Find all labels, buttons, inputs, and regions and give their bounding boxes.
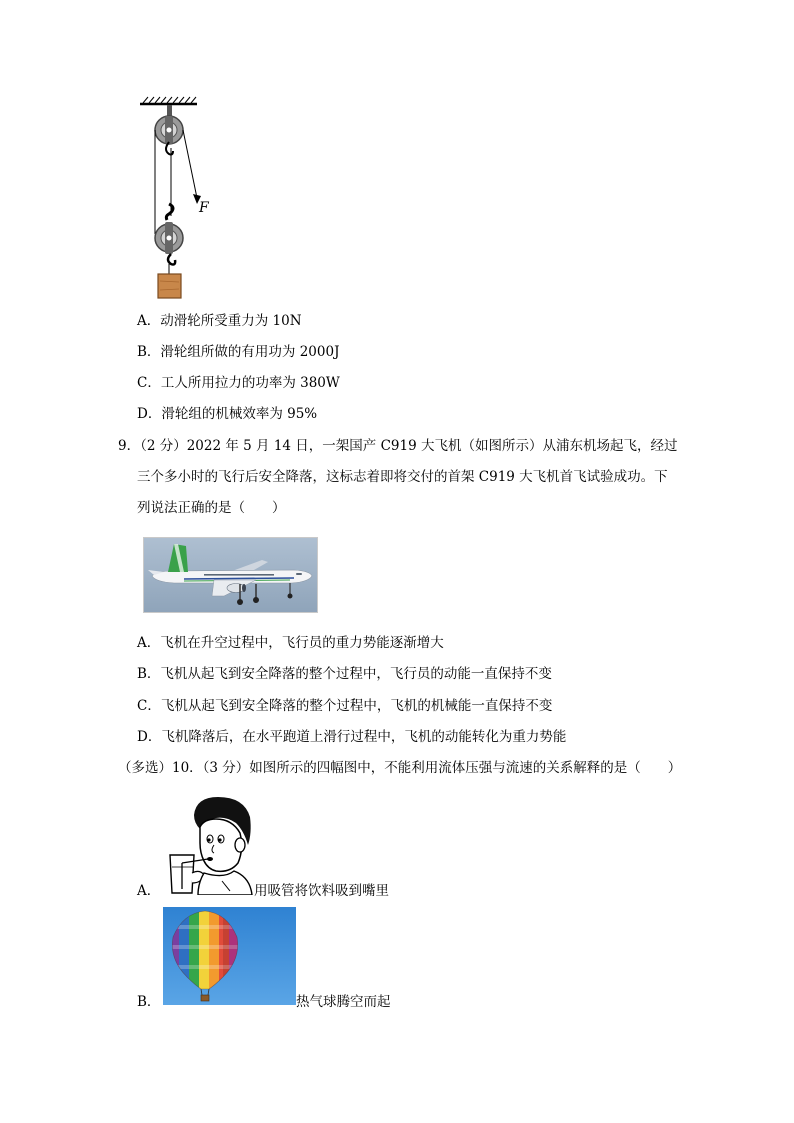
balloon-image xyxy=(163,907,296,1005)
q10-option-a-letter: A． xyxy=(137,883,161,899)
q9-stem-line2: 三个多小时的飞行后安全降落，这标志着即将交付的首架 C919 大飞机首飞试验成功。下 xyxy=(137,469,668,485)
q9-stem-line1: 9．（2 分）2022 年 5 月 14 日，一架国产 C919 大飞机（如图所示）从浦东机场起飞，经过 xyxy=(118,438,678,454)
q10-option-b-letter: B． xyxy=(137,994,161,1010)
q10-option-a-text: 用吸管将饮料吸到嘴里 xyxy=(254,883,389,899)
c919-airplane-photo xyxy=(143,537,318,613)
pulley-diagram xyxy=(135,96,225,302)
q8-option-a: A．动滑轮所受重力为 10N xyxy=(137,313,302,329)
force-label: F xyxy=(199,200,209,216)
airplane-image xyxy=(144,538,317,612)
hot-air-balloon-photo xyxy=(163,907,296,1005)
pulley-system-svg xyxy=(135,96,225,302)
q9-option-d: D．飞机降落后，在水平跑道上滑行过程中，飞机的动能转化为重力势能 xyxy=(137,729,567,745)
q9-option-b: B．飞机从起飞到安全降落的整个过程中，飞行员的动能一直保持不变 xyxy=(137,666,552,682)
q10-stem: （多选）10．（3 分）如图所示的四幅图中，不能利用流体压强与流速的关系解释的是（ ） xyxy=(118,760,682,776)
q8-option-c: C．工人所用拉力的功率为 380W xyxy=(137,375,340,391)
q9-option-c: C．飞机从起飞到安全降落的整个过程中，飞机的机械能一直保持不变 xyxy=(137,698,553,714)
q8-option-b: B．滑轮组所做的有用功为 2000J xyxy=(137,344,340,360)
q10-option-b-text: 热气球腾空而起 xyxy=(296,994,391,1010)
boy-drinking-straw-illustration xyxy=(164,793,254,895)
straw-drawing xyxy=(164,793,254,895)
q9-option-a: A．飞机在升空过程中，飞行员的重力势能逐渐增大 xyxy=(137,635,444,651)
q8-option-d: D．滑轮组的机械效率为 95% xyxy=(137,406,318,422)
q9-stem-line3: 列说法正确的是（ ） xyxy=(137,500,286,516)
